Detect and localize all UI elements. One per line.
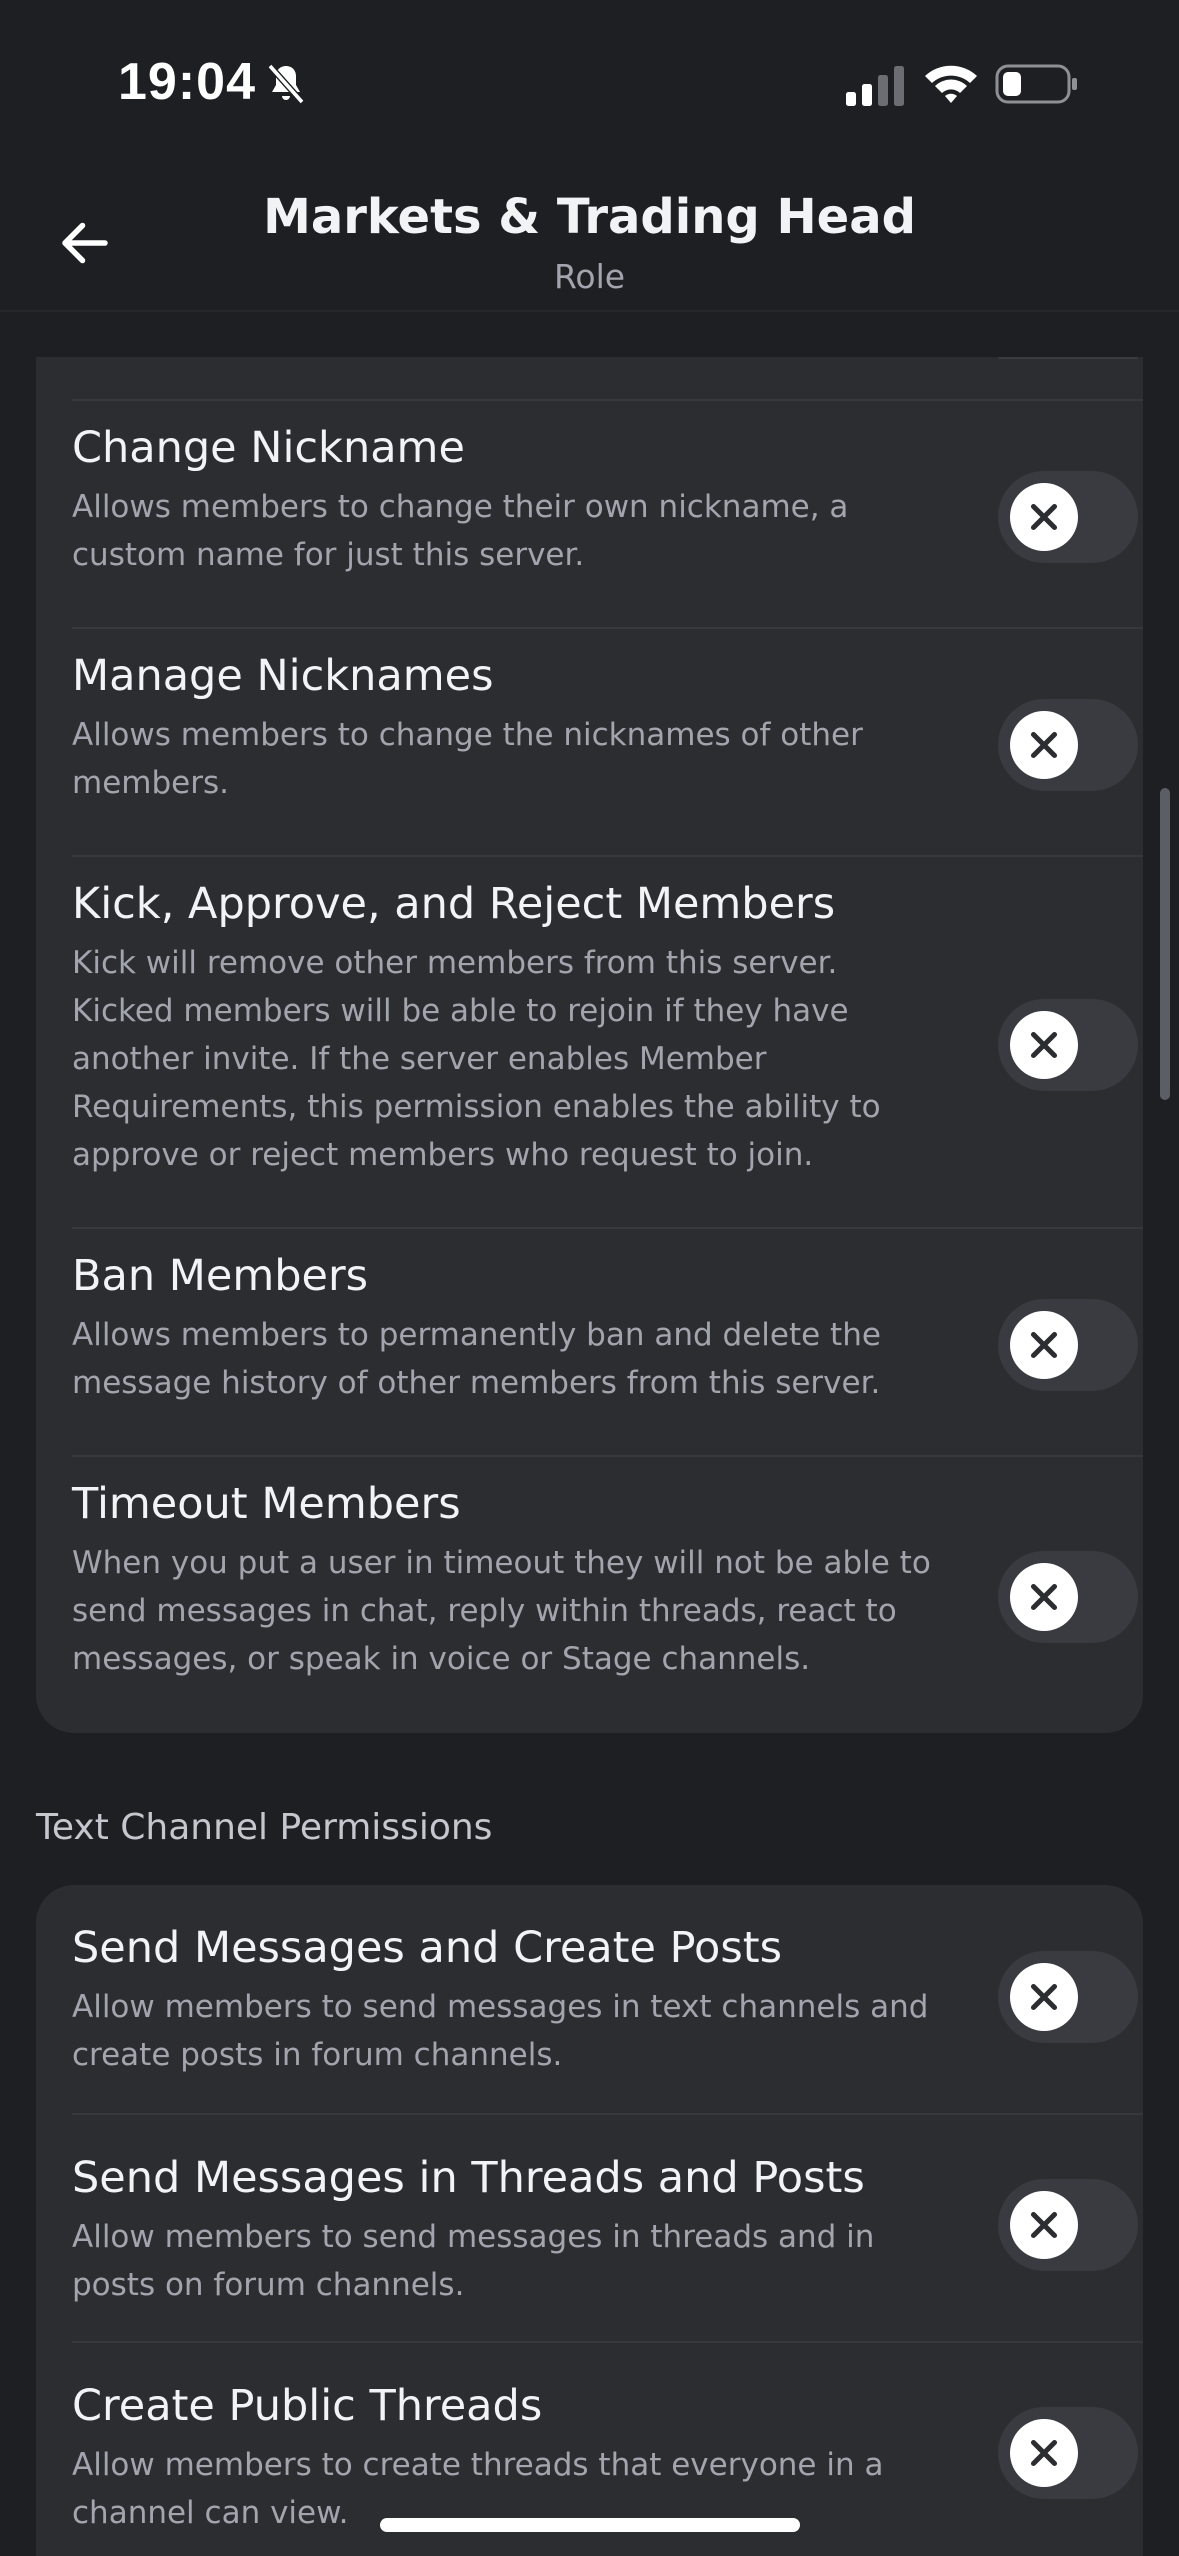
permission-description: Allows members to change the nicknames of other members. [72,717,863,801]
x-icon [1026,2207,1062,2243]
permission-title: Send Messages and Create Posts [72,1923,782,1973]
x-icon [1026,1979,1062,2015]
x-icon [1026,1327,1062,1363]
section-header-text-channel: Text Channel Permissions [36,1807,493,1848]
permission-title: Change Nickname [72,423,465,473]
permission-row-kick-members [72,855,1143,1227]
toggle-timeout-members[interactable] [998,1551,1138,1643]
toggle-knob [1010,2419,1078,2487]
x-icon [1026,2435,1062,2471]
toggle-knob [1010,1563,1078,1631]
permissions-card-membership [36,357,1143,1733]
permission-title: Kick, Approve, and Reject Members [72,879,836,929]
permission-description: Allows members to permanently ban and delete the message history of other members from this server. [72,1317,881,1401]
toggle-partial [998,357,1138,359]
permission-description: Kick will remove other members from this server. Kicked members will be able to rejoin if they have another invite. If the server enables Member Requirements, this permission enables the ability to approve or reject members who request to join. [72,945,881,1173]
permission-row-change-nickname [72,399,1143,627]
wifi-icon [922,60,980,108]
permission-title: Timeout Members [72,1479,461,1529]
x-icon [1026,1027,1062,1063]
x-icon [1026,1579,1062,1615]
page-subtitle: Role [553,257,626,296]
permission-row-manage-nicknames [72,627,1143,855]
permission-description: Allow members to send messages in threads and in posts on forum channels. [72,2219,875,2303]
permission-row-send-messages [72,1885,1143,2111]
permission-title: Create Public Threads [72,2381,543,2431]
nav-header [0,175,1179,312]
toggle-ban-members[interactable] [998,1299,1138,1391]
bell-muted-icon [262,60,310,108]
toggle-knob [1010,1011,1078,1079]
permission-description: When you put a user in timeout they will not be able to send messages in chat, reply within threads, react to messages, or speak in voice or Stage channels. [72,1545,931,1677]
scrollbar[interactable] [1160,788,1170,1100]
battery-icon [994,60,1080,108]
x-icon [1026,727,1062,763]
permission-row-timeout-members [72,1455,1143,1735]
permission-description: Allows members to change their own nickname, a custom name for just this server. [72,489,849,573]
page-title: Markets & Trading Head [263,189,916,245]
toggle-send-messages-threads[interactable] [998,2179,1138,2271]
cellular-signal-icon [844,64,906,108]
toggle-knob [1010,483,1078,551]
status-bar [0,0,1179,175]
home-indicator[interactable] [380,2518,800,2532]
toggle-create-public-threads[interactable] [998,2407,1138,2499]
toggle-knob [1010,1963,1078,2031]
permission-description: Allow members to send messages in text channels and create posts in forum channels. [72,1989,929,2073]
permission-row-send-messages-threads [72,2113,1143,2341]
x-icon [1026,499,1062,535]
permission-title: Ban Members [72,1251,369,1301]
toggle-send-messages[interactable] [998,1951,1138,2043]
toggle-knob [1010,1311,1078,1379]
toggle-kick-members[interactable] [998,999,1138,1091]
toggle-manage-nicknames[interactable] [998,699,1138,791]
status-time: 19:04 [118,53,256,111]
toggle-knob [1010,711,1078,779]
permission-row-ban-members [72,1227,1143,1455]
permission-description: Allow members to create threads that everyone in a channel can view. [72,2447,884,2531]
permission-title: Manage Nicknames [72,651,494,701]
permission-title: Send Messages in Threads and Posts [72,2153,865,2203]
permissions-card-text-channel [36,1885,1143,2556]
toggle-knob [1010,2191,1078,2259]
permissions-list[interactable] [0,357,1179,2556]
toggle-change-nickname[interactable] [998,471,1138,563]
